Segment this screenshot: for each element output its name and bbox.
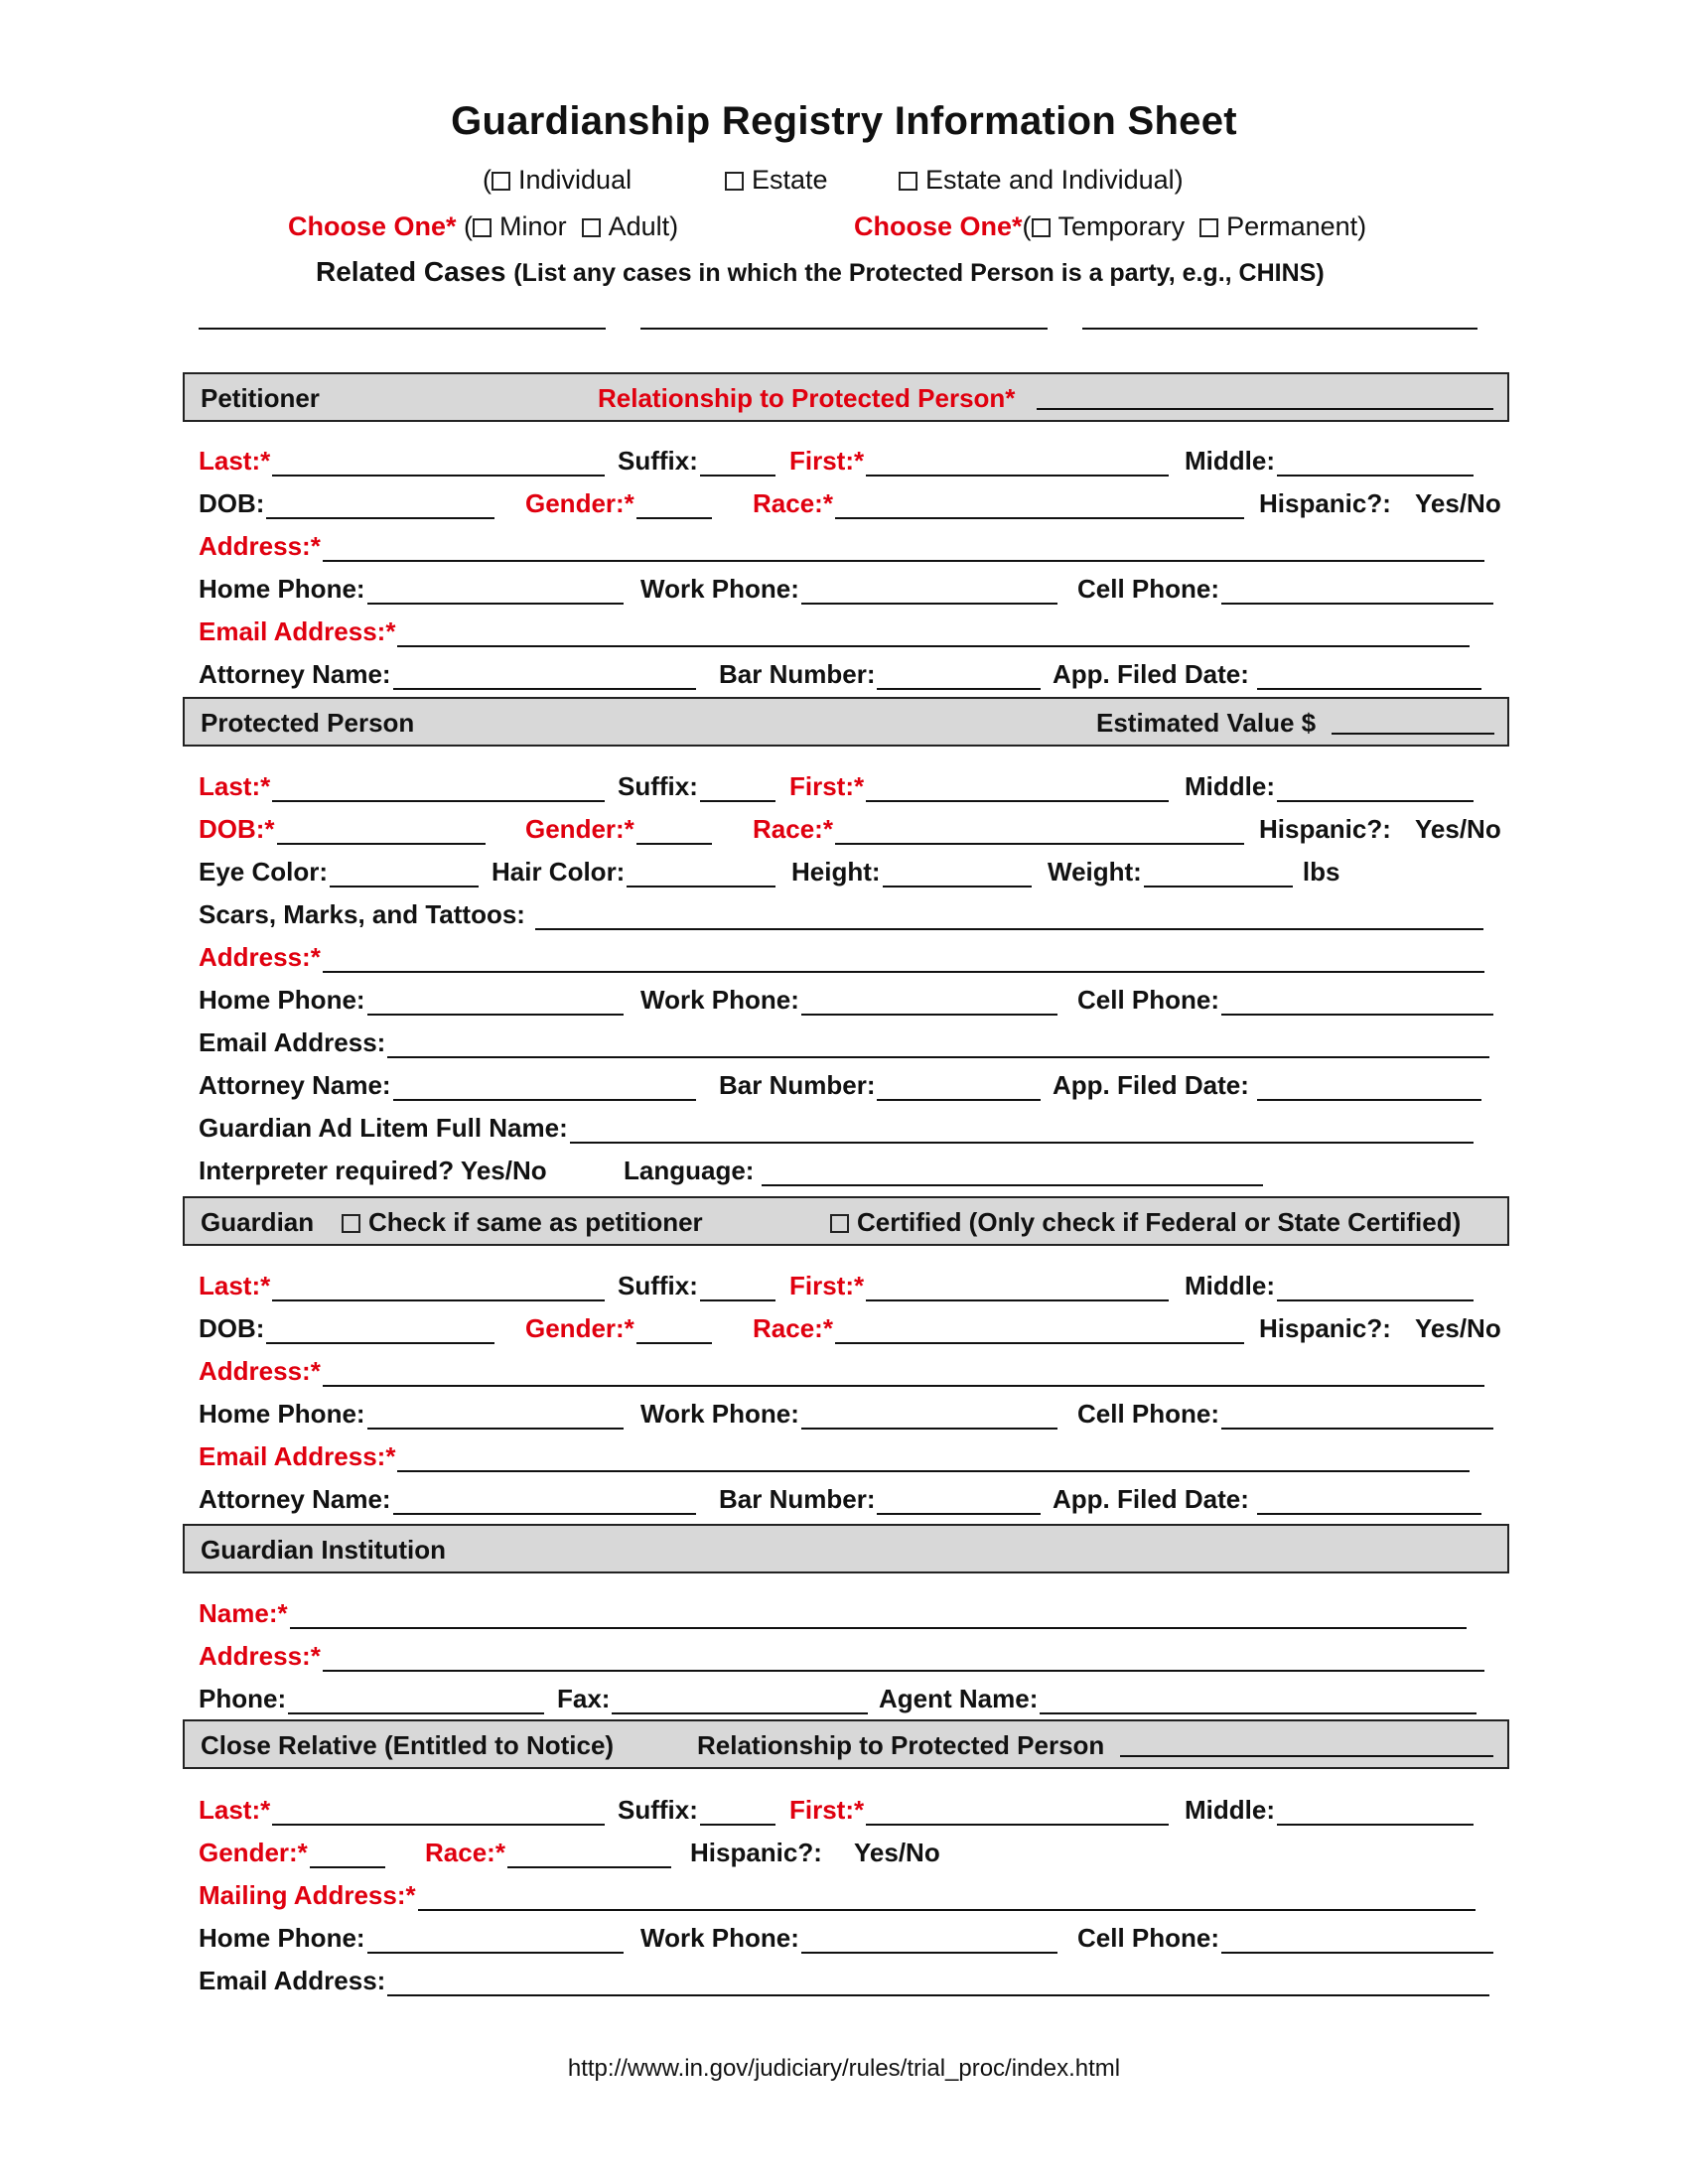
petitioner-first-field[interactable] bbox=[866, 447, 1169, 477]
relative-work-phone-field[interactable] bbox=[801, 1924, 1057, 1954]
guardian-work-phone-field[interactable] bbox=[801, 1400, 1057, 1430]
minor-checkbox[interactable] bbox=[473, 218, 492, 237]
term-choice-row: Choose One*( Temporary Permanent) bbox=[854, 211, 1367, 241]
guardian-middle-field[interactable] bbox=[1277, 1272, 1474, 1301]
petitioner-last-field[interactable] bbox=[272, 447, 605, 477]
petitioner-relationship-field[interactable] bbox=[1037, 408, 1493, 410]
institution-agent-field[interactable] bbox=[1040, 1685, 1477, 1714]
individual-checkbox[interactable] bbox=[492, 172, 510, 191]
permanent-checkbox[interactable] bbox=[1199, 218, 1218, 237]
institution-phone-field[interactable] bbox=[288, 1685, 544, 1714]
relative-email-field[interactable] bbox=[387, 1967, 1489, 1996]
institution-section-header: Guardian Institution bbox=[183, 1524, 1509, 1573]
relative-middle-field[interactable] bbox=[1277, 1796, 1474, 1826]
relative-hispanic-yes-no[interactable]: Yes/No bbox=[854, 1838, 940, 1867]
institution-address-field[interactable] bbox=[323, 1642, 1484, 1672]
estate-and-individual-checkbox[interactable] bbox=[899, 172, 917, 191]
petitioner-race-field[interactable] bbox=[835, 489, 1244, 519]
footer-url[interactable]: http://www.in.gov/judiciary/rules/trial_proc/index.html bbox=[567, 2055, 1121, 2082]
relative-race-field[interactable] bbox=[507, 1839, 671, 1868]
relative-relationship-field[interactable] bbox=[1120, 1755, 1493, 1757]
guardian-section-header: Guardian Check if same as petitioner Certified (Only check if Federal or State Certified) bbox=[183, 1196, 1509, 1246]
protected-weight-field[interactable] bbox=[1144, 858, 1293, 887]
protected-dob-field[interactable] bbox=[277, 815, 486, 845]
petitioner-bar-number-field[interactable] bbox=[877, 660, 1041, 690]
protected-eye-color-field[interactable] bbox=[330, 858, 479, 887]
protected-suffix-field[interactable] bbox=[700, 772, 775, 802]
guardian-attorney-field[interactable] bbox=[393, 1485, 696, 1515]
relative-last-field[interactable] bbox=[272, 1796, 605, 1826]
protected-hair-color-field[interactable] bbox=[627, 858, 775, 887]
language-field[interactable] bbox=[762, 1157, 1263, 1186]
interpreter-yes-no[interactable]: Interpreter required? Yes/No bbox=[199, 1156, 547, 1185]
petitioner-section-header: Petitioner Relationship to Protected Person* bbox=[183, 372, 1509, 422]
relative-mailing-address-field[interactable] bbox=[418, 1881, 1476, 1911]
relative-home-phone-field[interactable] bbox=[367, 1924, 624, 1954]
same-as-petitioner-checkbox[interactable] bbox=[342, 1214, 360, 1233]
protected-cell-phone-field[interactable] bbox=[1221, 986, 1493, 1016]
petitioner-address-field[interactable] bbox=[323, 532, 1484, 562]
protected-hispanic-yes-no[interactable]: Yes/No bbox=[1415, 814, 1501, 844]
petitioner-email-field[interactable] bbox=[397, 617, 1470, 647]
adult-checkbox[interactable] bbox=[582, 218, 601, 237]
relative-suffix-field[interactable] bbox=[700, 1796, 775, 1826]
petitioner-dob-field[interactable] bbox=[266, 489, 494, 519]
protected-middle-field[interactable] bbox=[1277, 772, 1474, 802]
choose-one-label: Choose One* bbox=[288, 211, 457, 241]
guardian-bar-number-field[interactable] bbox=[877, 1485, 1041, 1515]
protected-race-field[interactable] bbox=[835, 815, 1244, 845]
guardian-cell-phone-field[interactable] bbox=[1221, 1400, 1493, 1430]
protected-email-field[interactable] bbox=[387, 1028, 1489, 1058]
petitioner-app-filed-field[interactable] bbox=[1257, 660, 1481, 690]
age-choice-row: Choose One* ( Minor Adult) bbox=[288, 211, 679, 241]
choose-one-label: Choose One* bbox=[854, 211, 1023, 241]
protected-scars-field[interactable] bbox=[535, 900, 1483, 930]
relative-first-field[interactable] bbox=[866, 1796, 1169, 1826]
case-type-row: ( Individual bbox=[483, 165, 633, 195]
petitioner-work-phone-field[interactable] bbox=[801, 575, 1057, 605]
guardian-first-field[interactable] bbox=[866, 1272, 1169, 1301]
protected-home-phone-field[interactable] bbox=[367, 986, 624, 1016]
guardian-app-filed-field[interactable] bbox=[1257, 1485, 1481, 1515]
protected-app-filed-field[interactable] bbox=[1257, 1071, 1481, 1101]
page-title: Guardianship Registry Information Sheet bbox=[451, 99, 1237, 143]
relative-gender-field[interactable] bbox=[310, 1839, 385, 1868]
protected-last-field[interactable] bbox=[272, 772, 605, 802]
related-cases-heading: Related Cases (List any cases in which the Protected Person is a party, e.g., CHINS) bbox=[316, 256, 1325, 287]
protected-bar-number-field[interactable] bbox=[877, 1071, 1041, 1101]
relative-cell-phone-field[interactable] bbox=[1221, 1924, 1493, 1954]
protected-first-field[interactable] bbox=[866, 772, 1169, 802]
guardian-gender-field[interactable] bbox=[636, 1314, 712, 1344]
related-case-field-1[interactable] bbox=[199, 328, 606, 330]
protected-address-field[interactable] bbox=[323, 943, 1484, 973]
guardian-last-field[interactable] bbox=[272, 1272, 605, 1301]
protected-work-phone-field[interactable] bbox=[801, 986, 1057, 1016]
related-case-field-2[interactable] bbox=[640, 328, 1048, 330]
petitioner-home-phone-field[interactable] bbox=[367, 575, 624, 605]
temporary-checkbox[interactable] bbox=[1032, 218, 1051, 237]
guardian-email-field[interactable] bbox=[397, 1442, 1470, 1472]
guardian-ad-litem-field[interactable] bbox=[570, 1114, 1474, 1144]
form-page: Guardianship Registry Information Sheet ( Individual Estate Estate and Individual) Choose One* ( Minor Adult) Choose One*( Temporary Permanent) Related Cases (List any cases in which the Protected Person is a party, e.g., CHINS) Petitioner Relationship to Protected Person* Last:* Suffix: First:* Middle: DOB: Gender:* Race:* Hispanic?: Yes/No Address:* Home Phone: Work Phone: Cell Phone: Email Address:* Attorney Name: Bar Number: App. Filed Date: Protected Person Estimated Value $ Last:* Suffix: First:* Middle: DOB:* Gender:* Race:* Hispanic?: Yes/No Eye Color: Hair Color: Height: Weight: lbs Scars, Marks, and Tattoos: Address:* Home Phone: Work Phone: Cell Phone: Email Address: Attorney Name: Bar Number: App. Filed Date: Guardian Ad Litem Full Name: Interpreter required? Yes/No Language: Guardian Check if same as petitioner Certified (Only check if Federal or State Certified) Last:* Suffix: First:* Middle: DOB: Gender:* Race:* Hispanic?: Yes/No Address:* Home Phone: Work Phone: Cell Phone: Email Address:* Attorney Name: Bar Number: App. Filed Date: Guardian Institution Name:* Address:* Phone: Fax: Agent Name: Close Relative (Entitled to Notice) Relationship to Protected Person Last:* Suffix: First:* Middle: Gender:* Race:* Hispanic?: Yes/No Mailing Address:* Home Phone: Work Phone: Cell Phone: Email Address: http://www.in.gov/judiciary/rules/trial_proc/index.html bbox=[0, 0, 1688, 2184]
institution-fax-field[interactable] bbox=[612, 1685, 868, 1714]
guardian-home-phone-field[interactable] bbox=[367, 1400, 624, 1430]
estate-checkbox[interactable] bbox=[725, 172, 744, 191]
petitioner-cell-phone-field[interactable] bbox=[1221, 575, 1493, 605]
related-case-field-3[interactable] bbox=[1082, 328, 1477, 330]
protected-height-field[interactable] bbox=[883, 858, 1032, 887]
protected-gender-field[interactable] bbox=[636, 815, 712, 845]
institution-name-field[interactable] bbox=[290, 1599, 1467, 1629]
protected-attorney-field[interactable] bbox=[393, 1071, 696, 1101]
petitioner-attorney-field[interactable] bbox=[393, 660, 696, 690]
protected-person-section-header: Protected Person Estimated Value $ bbox=[183, 697, 1509, 747]
petitioner-gender-field[interactable] bbox=[636, 489, 712, 519]
petitioner-suffix-field[interactable] bbox=[700, 447, 775, 477]
guardian-race-field[interactable] bbox=[835, 1314, 1244, 1344]
petitioner-hispanic-yes-no[interactable]: Yes/No bbox=[1415, 488, 1501, 518]
guardian-address-field[interactable] bbox=[323, 1357, 1484, 1387]
guardian-hispanic-yes-no[interactable]: Yes/No bbox=[1415, 1313, 1501, 1343]
petitioner-middle-field[interactable] bbox=[1277, 447, 1474, 477]
guardian-suffix-field[interactable] bbox=[700, 1272, 775, 1301]
certified-checkbox[interactable] bbox=[830, 1214, 849, 1233]
estimated-value-field[interactable] bbox=[1332, 733, 1494, 735]
guardian-dob-field[interactable] bbox=[266, 1314, 494, 1344]
relative-section-header: Close Relative (Entitled to Notice) Relationship to Protected Person bbox=[183, 1719, 1509, 1769]
